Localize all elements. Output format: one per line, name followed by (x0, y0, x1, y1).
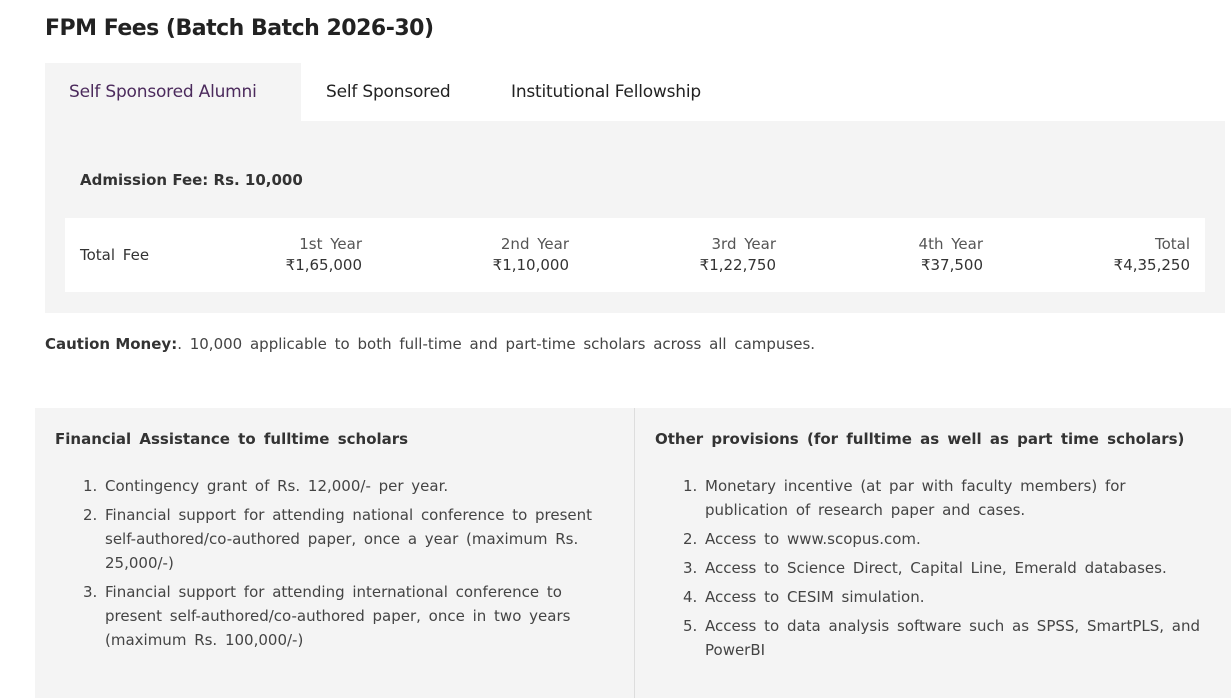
total-fee-label: Total Fee (80, 246, 150, 264)
tab-self-sponsored-alumni[interactable]: Self Sponsored Alumni (45, 63, 301, 121)
fee-column-label: 1st Year (299, 235, 362, 253)
financial-assistance-title: Financial Assistance to fulltime scholars (55, 430, 409, 448)
other-provisions-title: Other provisions (for fulltime as well as part time scholars) (655, 430, 1185, 448)
list-item-text: Contingency grant of Rs. 12,000/- per year. (105, 477, 449, 495)
fee-column-amount: ₹1,22,750 (699, 256, 776, 274)
fee-column-amount: ₹37,500 (920, 256, 983, 274)
list-item: 5. Access to data analysis software such as SPSS, SmartPLS, and PowerBI (683, 617, 1201, 659)
tab-self-sponsored[interactable]: Self Sponsored (326, 82, 451, 102)
fee-column-amount: ₹1,10,000 (492, 256, 569, 274)
fee-column-year-3 (700, 235, 776, 277)
fee-column-year-2 (493, 235, 569, 277)
list-item: 3. Access to Science Direct, Capital Line, Emerald databases. (683, 559, 1167, 577)
list-item-text: Monetary incentive (at par with faculty members) for publication of research paper and cases. (705, 477, 1126, 519)
other-provisions-box (635, 408, 1231, 698)
fee-column-label: Total (1154, 235, 1190, 253)
list-item-text: Access to Science Direct, Capital Line, Emerald databases. (705, 559, 1167, 577)
list-item: 3. Financial support for attending international conference to present self-authored/co-authored paper, once in two years (maximum Rs. 100,000/-) (83, 583, 571, 649)
page-title: FPM Fees (Batch Batch 2026-30) (45, 16, 434, 41)
list-item: 2. Access to www.scopus.com. (683, 530, 921, 548)
caution-money-note (45, 335, 815, 353)
fee-column-year-1 (286, 235, 362, 277)
list-item: 1. Monetary incentive (at par with faculty members) for publication of research paper and cases. (683, 477, 1126, 519)
other-provisions-list (683, 474, 1203, 667)
fee-column-year-4 (919, 235, 983, 277)
tab-institutional-fellowship[interactable]: Institutional Fellowship (511, 82, 701, 102)
list-item-text: Access to data analysis software such as SPSS, SmartPLS, and PowerBI (705, 617, 1201, 659)
fee-column-label: 3rd Year (711, 235, 776, 253)
fee-table (65, 218, 1205, 292)
list-item: 2. Financial support for attending national conference to present self-authored/co-authored paper, once a year (maximum Rs. 25,000/-) (83, 506, 593, 572)
fee-column-label: 2nd Year (500, 235, 569, 253)
fee-column-total (1114, 235, 1190, 277)
fee-column-label: 4th Year (918, 235, 983, 253)
fee-column-amount: ₹4,35,250 (1113, 256, 1190, 274)
fee-tabs (45, 63, 701, 121)
list-item: 1. Contingency grant of Rs. 12,000/- per year. (83, 477, 449, 495)
list-item-text: Access to www.scopus.com. (705, 530, 921, 548)
list-item-text: Access to CESIM simulation. (705, 588, 925, 606)
financial-assistance-box (35, 408, 634, 698)
caution-money-text: . 10,000 applicable to both full-time and part-time scholars across all campuses. (177, 335, 816, 353)
fee-panel (45, 121, 1225, 313)
list-item-text: Financial support for attending national conference to present self-authored/co-authored paper, once a year (maximum Rs. 25,000/-) (105, 506, 593, 572)
list-item-text: Financial support for attending international conference to present self-authored/co-authored paper, once in two years (maximum Rs. 100,000/-) (105, 583, 571, 649)
fee-column-amount: ₹1,65,000 (285, 256, 362, 274)
caution-money-label: Caution Money: (45, 335, 178, 353)
financial-assistance-list (83, 474, 603, 657)
admission-fee: Admission Fee: Rs. 10,000 (80, 171, 303, 189)
list-item: 4. Access to CESIM simulation. (683, 588, 925, 606)
